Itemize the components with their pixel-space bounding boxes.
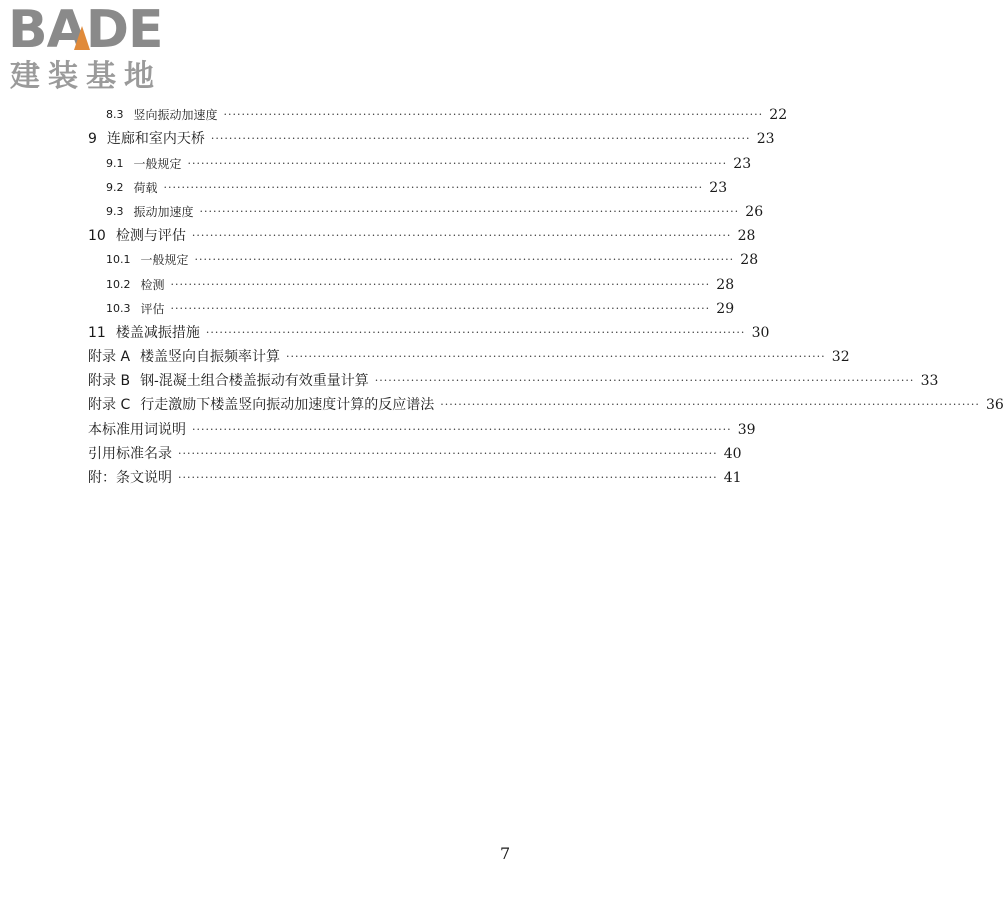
logo-wordmark: BADE: [8, 0, 163, 60]
toc-entry[interactable]: [88, 269, 735, 293]
toc-entry-page: 23: [756, 131, 775, 148]
toc-entry-number: 附录 A: [88, 349, 131, 366]
toc-leader-dots: ························································································································: [170, 301, 711, 315]
toc-entry-title: 检测: [140, 277, 165, 292]
toc-leader-dots: ························································································································: [163, 180, 704, 194]
toc-entry[interactable]: [88, 148, 752, 172]
toc-entry-number: 8.3: [106, 108, 124, 122]
toc-entry-title: 检测与评估: [115, 228, 186, 245]
toc-entry[interactable]: [88, 245, 759, 269]
toc-entry[interactable]: [88, 197, 764, 221]
toc-entry-number: 9.3: [106, 204, 124, 218]
toc-entry[interactable]: [88, 294, 735, 318]
toc-entry-title: 楼盖竖向自振频率计算: [140, 349, 281, 366]
toc-entry-title: 竖向振动加速度: [133, 108, 218, 123]
toc-leader-dots: ························································································································: [210, 132, 751, 146]
toc-leader-dots: ························································································································: [205, 325, 746, 339]
toc-entry[interactable]: [88, 100, 788, 124]
toc-entry-page: 22: [769, 107, 788, 124]
toc-entry-page: 29: [716, 300, 735, 317]
toc-entry-title: 一般规定: [133, 156, 182, 171]
toc-leader-dots: ························································································································: [192, 422, 732, 436]
bade-logo: [8, 2, 178, 97]
toc-entry-page: 23: [709, 179, 728, 196]
table-of-contents: [88, 100, 1004, 487]
toc-entry-page: 28: [737, 228, 756, 245]
toc-entry-page: 30: [751, 324, 770, 341]
toc-entry-title: 评估: [140, 301, 165, 316]
toc-entry-title: 荷载: [133, 180, 158, 195]
toc-entry-title: 钢-混凝土组合楼盖振动有效重量计算: [140, 373, 369, 390]
toc-entry-number: 附录 C: [88, 397, 131, 414]
toc-entry-page: 41: [723, 470, 742, 486]
toc-entry-title: 连廊和室内天桥: [106, 131, 205, 148]
toc-entry-page: 36: [986, 397, 1004, 414]
toc-leader-dots: ························································································································: [286, 350, 826, 364]
toc-entry-number: 9.1: [106, 156, 124, 170]
toc-entry[interactable]: [88, 366, 939, 390]
page-number: 7: [500, 844, 511, 863]
toc-entry[interactable]: [88, 414, 756, 438]
logo-subtitle: 建装基地: [10, 59, 162, 94]
toc-entry[interactable]: [88, 173, 728, 197]
toc-entry-title: 楼盖减振措施: [115, 324, 200, 341]
toc-entry-title: 行走激励下楼盖竖向振动加速度计算的反应谱法: [140, 397, 435, 414]
toc-entry-page: 40: [723, 445, 742, 462]
toc-entry[interactable]: [88, 390, 1004, 414]
toc-entry-page: 23: [733, 155, 752, 172]
toc-leader-dots: ························································································································: [191, 229, 732, 243]
toc-leader-dots: ························································································································: [223, 108, 764, 122]
toc-entry[interactable]: [88, 318, 770, 342]
toc-entry-number: 10.1: [106, 253, 131, 267]
toc-leader-dots: ························································································································: [194, 253, 735, 267]
toc-entry-number: 9: [88, 131, 97, 148]
toc-entry-title: 引用标准名录: [88, 445, 172, 462]
toc-entry-number: 附录 B: [88, 373, 131, 390]
toc-entry[interactable]: [88, 124, 775, 148]
toc-leader-dots: ························································································································: [199, 204, 740, 218]
toc-entry-title: 本标准用词说明: [88, 421, 186, 438]
toc-entry-number: 10.3: [106, 301, 131, 315]
toc-leader-dots: ························································································································: [178, 446, 718, 460]
toc-entry-title: 附：条文说明: [88, 470, 172, 486]
toc-entry-title: 一般规定: [140, 253, 189, 268]
logo-accent-triangle: [74, 26, 90, 50]
toc-entry-page: 26: [745, 203, 764, 220]
toc-leader-dots: ························································································································: [440, 398, 980, 412]
toc-entry-title: 振动加速度: [133, 204, 194, 219]
toc-leader-dots: ························································································································: [374, 374, 915, 388]
toc-entry-page: 28: [716, 276, 735, 293]
toc-entry-number: 10: [88, 228, 106, 245]
toc-entry[interactable]: [88, 439, 742, 463]
toc-entry-number: 10.2: [106, 277, 131, 291]
toc-entry[interactable]: [88, 463, 742, 487]
toc-entry-page: 39: [737, 421, 756, 438]
toc-entry-page: 33: [920, 373, 939, 390]
toc-entry[interactable]: [88, 342, 850, 366]
toc-entry-page: 32: [831, 349, 850, 366]
toc-leader-dots: ························································································································: [187, 156, 728, 170]
toc-entry[interactable]: [88, 221, 756, 245]
toc-entry-page: 28: [740, 252, 759, 269]
toc-entry-number: 9.2: [106, 180, 124, 194]
toc-leader-dots: ························································································································: [178, 471, 718, 484]
toc-entry-number: 11: [88, 324, 106, 341]
toc-leader-dots: ························································································································: [170, 277, 711, 291]
